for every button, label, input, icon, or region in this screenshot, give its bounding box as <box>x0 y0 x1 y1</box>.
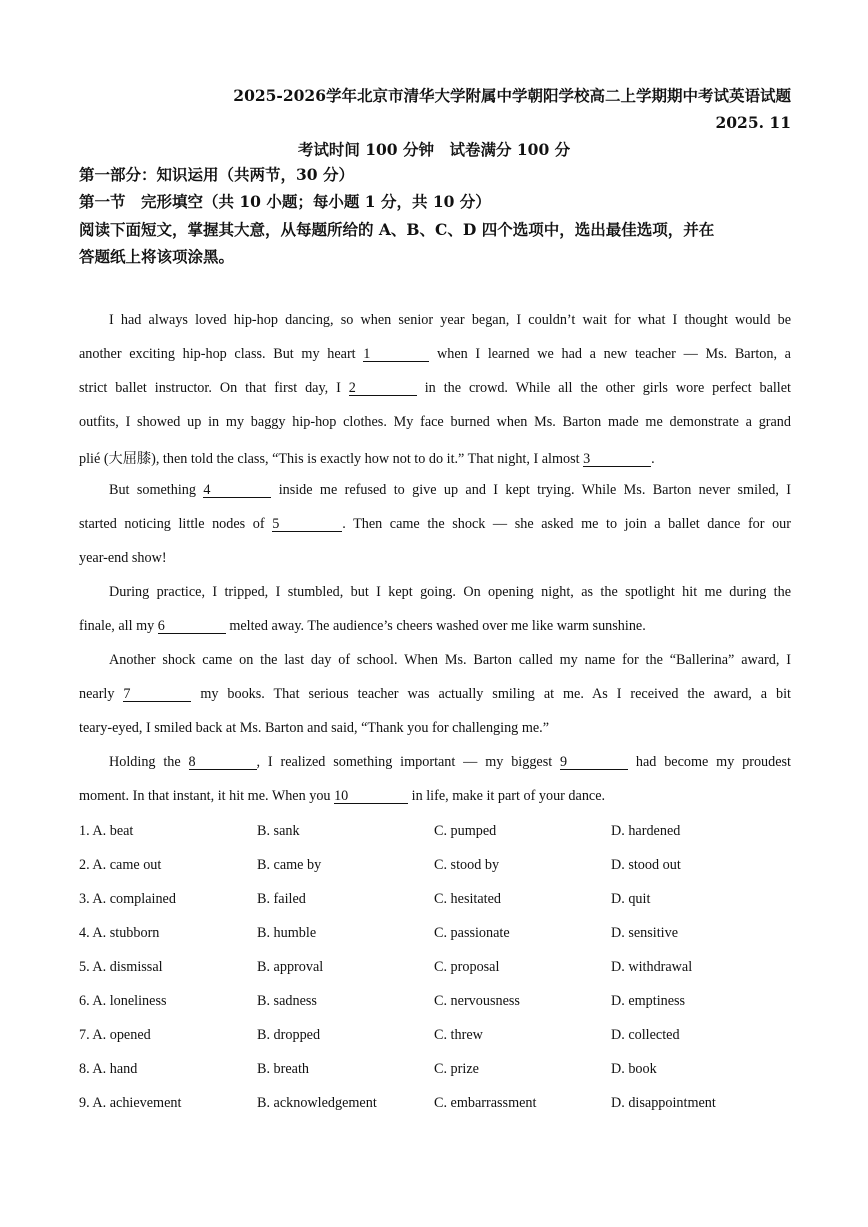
option-b: B. acknowledgement <box>257 1095 377 1111</box>
section1-heading: 第一节 完形填空（共 10 小题；每小题 1 分，共 10 分） <box>79 192 491 211</box>
blank-9: 9 <box>560 755 628 770</box>
passage-line: Another shock came on the last day of school. When Ms. Barton called my name for the “Ballerina” award, I <box>109 652 791 668</box>
option-b: B. breath <box>257 1061 310 1077</box>
option-a: 6. A. loneliness <box>79 993 167 1009</box>
option-d: D. collected <box>611 1027 680 1043</box>
option-c: C. passionate <box>434 925 510 941</box>
option-a: 1. A. beat <box>79 823 134 839</box>
option-d: D. hardened <box>611 823 681 839</box>
passage-line: teary-eyed, I smiled back at Ms. Barton and said, “Thank you for challenging me.” <box>79 720 550 736</box>
blank-1: 1 <box>363 347 429 362</box>
option-a: 4. A. stubborn <box>79 925 160 941</box>
option-d: D. quit <box>611 891 651 907</box>
passage-line: moment. In that instant, it hit me. When you 10 in life, make it part of your dance. <box>79 788 606 804</box>
exam-info: 考试时间 100 分钟 试卷满分 100 分 <box>297 140 571 159</box>
exam-date: 2025. 11 <box>715 113 791 132</box>
option-b: B. sank <box>257 823 300 839</box>
option-a: 8. A. hand <box>79 1061 138 1077</box>
option-b: B. came by <box>257 857 322 873</box>
blank-10: 10 <box>334 789 408 804</box>
option-c: C. proposal <box>434 959 500 975</box>
option-a: 5. A. dismissal <box>79 959 163 975</box>
passage-line: But something 4 inside me refused to give up and I kept trying. While Ms. Barton never smiled, I <box>109 482 791 498</box>
blank-5: 5 <box>272 517 342 532</box>
option-d: D. emptiness <box>611 993 686 1009</box>
passage-line: Holding the 8 , I realized something important — my biggest 9 had become my proudest <box>109 754 791 770</box>
instructions-line-1: 阅读下面短文，掌握其大意，从每题所给的 A、B、C、D 四个选项中，选出最佳选项，并在 <box>79 220 715 239</box>
option-c: C. prize <box>434 1061 479 1077</box>
blank-4: 4 <box>203 483 271 498</box>
option-b: B. approval <box>257 959 324 975</box>
option-b: B. dropped <box>257 1027 321 1043</box>
option-a: 3. A. complained <box>79 891 176 907</box>
exam-title: 2025-2026学年北京市清华大学附属中学朝阳学校高二上学期期中考试英语试题 <box>233 86 791 105</box>
part1-heading: 第一部分：知识运用（共两节，30 分） <box>79 165 354 184</box>
passage-line: I had always loved hip-hop dancing, so when senior year began, I couldn’t wait for what I thought would be <box>109 312 791 328</box>
option-d: D. stood out <box>611 857 681 873</box>
option-d: D. withdrawal <box>611 959 693 975</box>
option-c: C. threw <box>434 1027 483 1043</box>
passage-line: finale, all my 6 melted away. The audience’s cheers washed over me like warm sunshine. <box>79 618 646 634</box>
passage-line: started noticing little nodes of 5 . Then came the shock — she asked me to join a ballet dance for our <box>79 516 791 532</box>
blank-6: 6 <box>158 619 226 634</box>
option-d: D. book <box>611 1061 657 1077</box>
option-d: D. disappointment <box>611 1095 716 1111</box>
passage-line: strict ballet instructor. On that first day, I 2 in the crowd. While all the other girls wore perfect ballet <box>79 380 791 396</box>
option-a: 7. A. opened <box>79 1027 151 1043</box>
option-c: C. hesitated <box>434 891 501 907</box>
option-a: 2. A. came out <box>79 857 162 873</box>
option-b: B. humble <box>257 925 317 941</box>
passage-line: outfits, I showed up in my baggy hip-hop clothes. My face burned when Ms. Barton made me demonstrate a grand <box>79 414 791 430</box>
option-b: B. failed <box>257 891 306 907</box>
option-c: C. stood by <box>434 857 500 873</box>
blank-7: 7 <box>123 687 191 702</box>
option-c: C. embarrassment <box>434 1095 537 1111</box>
passage-line: During practice, I tripped, I stumbled, but I kept going. On opening night, as the spotlight hit me during the <box>109 584 791 600</box>
blank-2: 2 <box>349 381 417 396</box>
passage-line: plié (大屈膝), then told the class, “This is exactly how not to do it.” That night, I almost 3 . <box>79 451 655 467</box>
option-b: B. sadness <box>257 993 317 1009</box>
passage-line: another exciting hip-hop class. But my heart 1 when I learned we had a new teacher — Ms. Barton, a <box>79 346 791 362</box>
instructions-line-2: 答题纸上将该项涂黑。 <box>79 247 235 266</box>
option-c: C. pumped <box>434 823 497 839</box>
blank-3: 3 <box>583 452 651 467</box>
passage-line: nearly 7 my books. That serious teacher was actually smiling at me. As I received the award, a bit <box>79 686 791 702</box>
option-a: 9. A. achievement <box>79 1095 182 1111</box>
passage-line: year-end show! <box>79 550 167 566</box>
option-c: C. nervousness <box>434 993 520 1009</box>
blank-8: 8 <box>189 755 257 770</box>
option-d: D. sensitive <box>611 925 678 941</box>
